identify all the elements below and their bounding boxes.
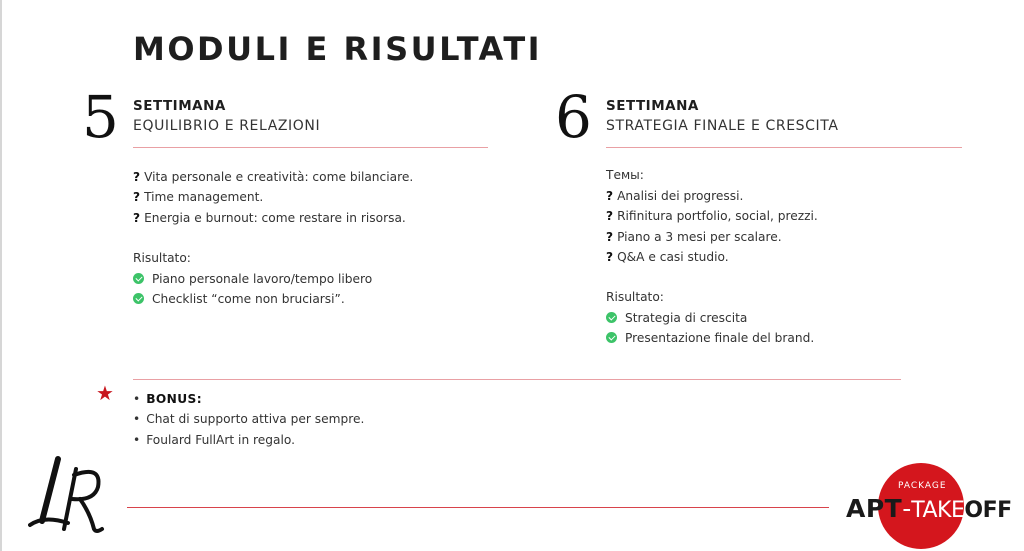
bonus-text: Chat di supporto attiva per sempre. — [146, 412, 365, 427]
package-label: PACKAGE — [898, 481, 947, 491]
bullet-icon: • — [133, 432, 141, 447]
list-item — [133, 187, 413, 207]
week-subtitle: EQUILIBRIO E RELAZIONI — [133, 118, 321, 134]
question-mark-icon: ? — [133, 210, 141, 225]
result-text: Piano personale lavoro/tempo libero — [152, 272, 373, 286]
footer-divider — [127, 507, 829, 508]
list-item — [606, 206, 818, 226]
bonus-list — [133, 389, 364, 450]
question-mark-icon: ? — [133, 190, 141, 205]
result-list — [133, 269, 372, 310]
topics-intro: Темы: — [606, 168, 644, 182]
section-divider — [133, 379, 901, 380]
list-item — [133, 289, 372, 309]
result-list — [606, 308, 814, 349]
topic-list — [133, 167, 413, 228]
page-edge-line — [0, 0, 2, 551]
week-number: 6 — [555, 83, 592, 151]
result-text: Presentazione finale del brand. — [625, 331, 815, 346]
brand-logo — [846, 494, 1012, 526]
bullet-icon: • — [133, 392, 141, 406]
lr-logo — [28, 455, 110, 535]
question-mark-icon: ? — [606, 249, 614, 264]
list-item — [133, 269, 372, 289]
section-divider — [133, 147, 488, 148]
result-label: Risultato: — [133, 251, 191, 265]
list-item — [133, 167, 413, 187]
topic-text: Piano a 3 mesi per scalare. — [617, 229, 782, 244]
bonus-heading — [133, 389, 364, 409]
result-label: Risultato: — [606, 290, 664, 304]
brand-off: OFF — [964, 498, 1012, 523]
check-circle-icon — [606, 332, 617, 343]
bullet-icon: • — [133, 412, 141, 427]
brand-take: TAKE — [911, 498, 965, 523]
topic-text: Time management. — [144, 190, 264, 205]
week-number: 5 — [82, 83, 119, 151]
bonus-text: Foulard FullArt in regalo. — [146, 432, 295, 447]
list-item — [606, 186, 818, 206]
week-subtitle: STRATEGIA FINALE E CRESCITA — [606, 118, 839, 134]
brand-dash: - — [902, 494, 912, 523]
topic-text: Analisi dei progressi. — [617, 189, 744, 203]
check-circle-icon — [606, 312, 617, 323]
result-text: Strategia di crescita — [625, 311, 748, 325]
check-circle-icon — [133, 293, 144, 304]
list-item — [606, 227, 818, 247]
week-label: SETTIMANA — [606, 98, 699, 114]
list-item — [133, 409, 364, 429]
question-mark-icon: ? — [606, 189, 614, 203]
check-circle-icon — [133, 273, 144, 284]
list-item — [606, 308, 814, 328]
section-divider — [606, 147, 962, 148]
list-item — [606, 247, 818, 267]
week-label: SETTIMANA — [133, 98, 226, 114]
list-item — [133, 430, 364, 450]
topic-text: Rifinitura portfolio, social, prezzi. — [617, 209, 818, 224]
bonus-title: BONUS: — [146, 392, 203, 406]
topic-text: Q&A e casi studio. — [617, 249, 729, 264]
topic-text: Energia e burnout: come restare in risorsa. — [144, 210, 406, 225]
brand-main: APT — [846, 494, 903, 523]
page-title: MODULI E RISULTATI — [133, 30, 543, 68]
star-icon: ★ — [96, 383, 114, 405]
question-mark-icon: ? — [606, 229, 614, 244]
list-item — [133, 208, 413, 228]
topic-text: Vita personale e creatività: come bilanciare. — [144, 170, 414, 184]
question-mark-icon: ? — [133, 170, 141, 184]
topic-list — [606, 186, 818, 267]
list-item — [606, 328, 814, 348]
result-text: Checklist “come non bruciarsi”. — [152, 292, 345, 307]
question-mark-icon: ? — [606, 209, 614, 224]
